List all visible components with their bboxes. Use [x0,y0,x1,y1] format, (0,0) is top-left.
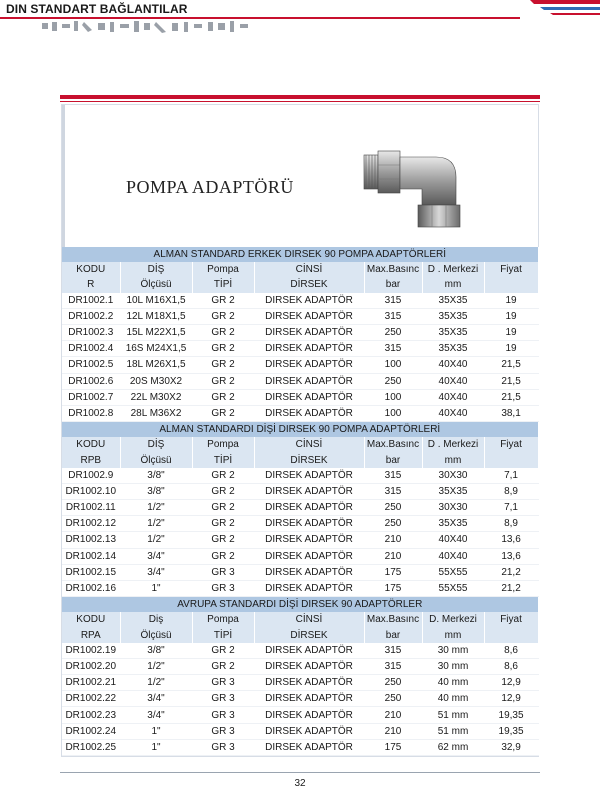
table-row [62,691,538,707]
cell-max-pressure: 210 [364,707,422,723]
cell-pump-type: GR 2 [192,643,254,659]
column-header-type: CİNSİ [254,262,364,277]
column-header-pump-type: Pompa [192,262,254,277]
cell-center-distance: 30X30 [422,468,484,484]
cell-price: 13,6 [484,548,538,564]
cell-pump-type: GR 2 [192,532,254,548]
cell-price: 19 [484,293,538,309]
cell-thread: 3/4" [120,707,192,723]
cell-thread: 1/2" [120,675,192,691]
table-row [62,580,538,596]
table-row [62,548,538,564]
cell-type: DIRSEK ADAPTÖR [254,580,364,596]
section-title: AVRUPA STANDARDI DİŞİ DIRSEK 90 ADAPTÖRLER [62,597,538,613]
table-row [62,293,538,309]
cell-center-distance: 35X35 [422,516,484,532]
column-header-center-distance: mm [422,277,484,292]
cell-thread: 3/4" [120,691,192,707]
spec-table [62,247,539,756]
cell-center-distance: 35X35 [422,483,484,499]
section-title-row [62,247,538,262]
column-header-max-pressure: Max.Basınc [364,262,422,277]
table-row [62,516,538,532]
cell-code: DR1002.19 [62,643,120,659]
table-row [62,707,538,723]
table-row [62,483,538,499]
header-rule [0,17,520,19]
cell-price: 19 [484,324,538,340]
cell-center-distance: 40X40 [422,357,484,373]
cell-thread: 12L M18X1,5 [120,308,192,324]
cell-price: 21,2 [484,580,538,596]
cell-thread: 3/8" [120,643,192,659]
column-header-max-pressure: Max.Basınc [364,437,422,452]
cell-type: DIRSEK ADAPTÖR [254,516,364,532]
cell-price: 21,2 [484,564,538,580]
page-number: 32 [294,778,306,789]
cell-code: DR1002.1 [62,293,120,309]
cell-code: DR1002.14 [62,548,120,564]
header-title: DIN STANDART BAĞLANTILAR [6,2,188,16]
cell-price: 21,5 [484,389,538,405]
cell-pump-type: GR 3 [192,739,254,755]
column-header-row [62,262,538,277]
cell-price: 7,1 [484,500,538,516]
cell-code: DR1002.8 [62,405,120,421]
column-header-price [484,628,538,643]
column-header-thread: Diş [120,612,192,627]
column-header-thread: DİŞ [120,437,192,452]
cell-type: DIRSEK ADAPTÖR [254,483,364,499]
column-header-center-distance: mm [422,628,484,643]
cell-max-pressure: 315 [364,308,422,324]
cell-max-pressure: 100 [364,357,422,373]
cell-price: 8,6 [484,658,538,674]
cell-max-pressure: 210 [364,548,422,564]
cell-center-distance: 40X40 [422,373,484,389]
cell-type: DIRSEK ADAPTÖR [254,324,364,340]
cell-price: 21,5 [484,357,538,373]
cell-price: 19,35 [484,723,538,739]
cell-pump-type: GR 2 [192,468,254,484]
column-header-type: DİRSEK [254,628,364,643]
cell-center-distance: 55X55 [422,564,484,580]
cell-code: DR1002.20 [62,658,120,674]
column-header-pump-type: Pompa [192,612,254,627]
cell-thread: 1/2" [120,532,192,548]
cell-pump-type: GR 2 [192,357,254,373]
cell-price: 21,5 [484,373,538,389]
column-header-row [62,437,538,452]
column-header-pump-type: Pompa [192,437,254,452]
page-header [0,0,600,24]
column-header-center-distance: D . Merkezi [422,437,484,452]
cell-type: DIRSEK ADAPTÖR [254,564,364,580]
cell-type: DIRSEK ADAPTÖR [254,691,364,707]
cell-type: DIRSEK ADAPTÖR [254,405,364,421]
top-rule-thin [60,101,540,102]
cell-type: DIRSEK ADAPTÖR [254,468,364,484]
cell-price: 19 [484,341,538,357]
cell-pump-type: GR 2 [192,341,254,357]
cell-type: DIRSEK ADAPTÖR [254,500,364,516]
cell-pump-type: GR 2 [192,516,254,532]
cell-thread: 1/2" [120,516,192,532]
cell-price: 38,1 [484,405,538,421]
cell-thread: 18L M26X1,5 [120,357,192,373]
column-header-thread: DİŞ [120,262,192,277]
cell-code: DR1002.2 [62,308,120,324]
top-rule [60,95,540,99]
column-header-thread: Ölçüsü [120,628,192,643]
cell-thread: 1/2" [120,658,192,674]
cell-price: 8,6 [484,643,538,659]
cell-pump-type: GR 2 [192,500,254,516]
column-header-pump-type: TİPİ [192,452,254,467]
cell-type: DIRSEK ADAPTÖR [254,308,364,324]
cell-price: 19,35 [484,707,538,723]
cell-max-pressure: 210 [364,723,422,739]
column-header-row [62,612,538,627]
cell-center-distance: 40X40 [422,389,484,405]
cell-max-pressure: 100 [364,405,422,421]
column-header-center-distance: mm [422,452,484,467]
cell-pump-type: GR 3 [192,707,254,723]
footer-rule [60,772,540,773]
cell-max-pressure: 250 [364,500,422,516]
cell-pump-type: GR 3 [192,723,254,739]
table-row [62,373,538,389]
page-footer [0,764,600,800]
cell-code: DR1002.10 [62,483,120,499]
cell-pump-type: GR 2 [192,389,254,405]
fittings-strip-decoration [40,20,260,34]
cell-center-distance: 51 mm [422,723,484,739]
cell-type: DIRSEK ADAPTÖR [254,532,364,548]
cell-max-pressure: 175 [364,739,422,755]
column-header-pump-type: TİPİ [192,277,254,292]
cell-price: 19 [484,308,538,324]
table-row [62,308,538,324]
cell-max-pressure: 250 [364,373,422,389]
section-title-row [62,422,538,438]
cell-code: DR1002.5 [62,357,120,373]
table-row [62,357,538,373]
cell-max-pressure: 210 [364,532,422,548]
column-header-code: RPB [62,452,120,467]
table-row [62,324,538,340]
section-title: ALMAN STANDARD ERKEK DIRSEK 90 POMPA ADAPTÖRLERİ [62,247,538,262]
cell-center-distance: 62 mm [422,739,484,755]
column-header-code: KODU [62,437,120,452]
column-header-center-distance: D. Merkezi [422,612,484,627]
column-header-center-distance: D . Merkezi [422,262,484,277]
cell-center-distance: 40 mm [422,675,484,691]
cell-type: DIRSEK ADAPTÖR [254,707,364,723]
column-header-type: CİNSİ [254,612,364,627]
column-header-max-pressure: Max.Basınc [364,612,422,627]
cell-pump-type: GR 2 [192,293,254,309]
column-header-max-pressure: bar [364,277,422,292]
column-header-price [484,277,538,292]
cell-center-distance: 51 mm [422,707,484,723]
cell-price: 8,9 [484,516,538,532]
cell-thread: 28L M36X2 [120,405,192,421]
cell-center-distance: 35X35 [422,341,484,357]
cell-type: DIRSEK ADAPTÖR [254,739,364,755]
cell-max-pressure: 175 [364,564,422,580]
cell-code: DR1002.3 [62,324,120,340]
cell-pump-type: GR 2 [192,308,254,324]
cell-type: DIRSEK ADAPTÖR [254,341,364,357]
section-title: ALMAN STANDARDI DİŞİ DIRSEK 90 POMPA ADAPTÖRLERİ [62,422,538,438]
cell-code: DR1002.22 [62,691,120,707]
cell-max-pressure: 100 [364,389,422,405]
cell-type: DIRSEK ADAPTÖR [254,643,364,659]
cell-code: DR1002.16 [62,580,120,596]
cell-price: 13,6 [484,532,538,548]
cell-thread: 1/2" [120,500,192,516]
cell-thread: 3/4" [120,548,192,564]
cell-center-distance: 35X35 [422,293,484,309]
cell-code: DR1002.24 [62,723,120,739]
spec-table-body [62,247,538,756]
table-row [62,658,538,674]
column-header-type: DİRSEK [254,452,364,467]
column-header-row [62,628,538,643]
cell-price: 32,9 [484,739,538,755]
cell-thread: 1" [120,580,192,596]
cell-pump-type: GR 2 [192,548,254,564]
cell-center-distance: 40X40 [422,405,484,421]
table-row [62,564,538,580]
section-title-row [62,597,538,613]
cell-type: DIRSEK ADAPTÖR [254,723,364,739]
product-panel [61,104,539,757]
cell-max-pressure: 315 [364,483,422,499]
cell-center-distance: 35X35 [422,324,484,340]
cell-center-distance: 35X35 [422,308,484,324]
cell-center-distance: 55X55 [422,580,484,596]
cell-center-distance: 40X40 [422,548,484,564]
column-header-max-pressure: bar [364,452,422,467]
cell-type: DIRSEK ADAPTÖR [254,658,364,674]
table-row [62,468,538,484]
table-row [62,405,538,421]
cell-pump-type: GR 3 [192,691,254,707]
cell-type: DIRSEK ADAPTÖR [254,389,364,405]
cell-pump-type: GR 3 [192,564,254,580]
cell-pump-type: GR 3 [192,675,254,691]
header-stripes-decoration [520,0,600,20]
cell-price: 12,9 [484,675,538,691]
cell-pump-type: GR 2 [192,324,254,340]
column-header-code: R [62,277,120,292]
cell-type: DIRSEK ADAPTÖR [254,373,364,389]
cell-code: DR1002.4 [62,341,120,357]
cell-thread: 16S M24X1,5 [120,341,192,357]
column-header-price: Fiyat [484,437,538,452]
cell-max-pressure: 315 [364,341,422,357]
cell-thread: 3/8" [120,468,192,484]
elbow-adapter-image [358,147,470,233]
table-row [62,723,538,739]
cell-max-pressure: 250 [364,516,422,532]
cell-max-pressure: 250 [364,324,422,340]
cell-price: 7,1 [484,468,538,484]
column-header-pump-type: TİPİ [192,628,254,643]
cell-thread: 3/8" [120,483,192,499]
column-header-price: Fiyat [484,262,538,277]
cell-center-distance: 30 mm [422,643,484,659]
cell-max-pressure: 315 [364,293,422,309]
table-row [62,532,538,548]
cell-thread: 15L M22X1,5 [120,324,192,340]
cell-code: DR1002.21 [62,675,120,691]
cell-pump-type: GR 3 [192,580,254,596]
cell-thread: 10L M16X1,5 [120,293,192,309]
cell-code: DR1002.15 [62,564,120,580]
cell-type: DIRSEK ADAPTÖR [254,293,364,309]
column-header-code: RPA [62,628,120,643]
cell-thread: 1" [120,739,192,755]
cell-thread: 3/4" [120,564,192,580]
column-header-code: KODU [62,612,120,627]
column-header-type: CİNSİ [254,437,364,452]
cell-thread: 1" [120,723,192,739]
cell-code: DR1002.7 [62,389,120,405]
column-header-code: KODU [62,262,120,277]
column-header-price: Fiyat [484,612,538,627]
cell-max-pressure: 315 [364,658,422,674]
cell-type: DIRSEK ADAPTÖR [254,675,364,691]
table-row [62,341,538,357]
table-row [62,389,538,405]
cell-pump-type: GR 2 [192,405,254,421]
cell-center-distance: 30 mm [422,658,484,674]
cell-code: DR1002.9 [62,468,120,484]
cell-max-pressure: 250 [364,691,422,707]
column-header-max-pressure: bar [364,628,422,643]
column-header-type: DİRSEK [254,277,364,292]
cell-code: DR1002.11 [62,500,120,516]
table-row [62,500,538,516]
column-header-price [484,452,538,467]
cell-price: 12,9 [484,691,538,707]
column-header-thread: Ölçüsü [120,277,192,292]
cell-type: DIRSEK ADAPTÖR [254,357,364,373]
cell-thread: 20S M30X2 [120,373,192,389]
table-row [62,643,538,659]
table-row [62,675,538,691]
cell-max-pressure: 250 [364,675,422,691]
cell-type: DIRSEK ADAPTÖR [254,548,364,564]
cell-center-distance: 40 mm [422,691,484,707]
cell-pump-type: GR 2 [192,373,254,389]
product-title: POMPA ADAPTÖRÜ [126,177,294,197]
cell-pump-type: GR 2 [192,658,254,674]
cell-code: DR1002.23 [62,707,120,723]
cell-max-pressure: 315 [364,643,422,659]
cell-max-pressure: 175 [364,580,422,596]
cell-code: DR1002.6 [62,373,120,389]
cell-code: DR1002.13 [62,532,120,548]
cell-price: 8,9 [484,483,538,499]
cell-center-distance: 30X30 [422,500,484,516]
cell-thread: 22L M30X2 [120,389,192,405]
column-header-row [62,452,538,467]
cell-code: DR1002.25 [62,739,120,755]
cell-pump-type: GR 2 [192,483,254,499]
cell-max-pressure: 315 [364,468,422,484]
cell-center-distance: 40X40 [422,532,484,548]
column-header-thread: Ölçüsü [120,452,192,467]
column-header-row [62,277,538,292]
table-row [62,739,538,755]
cell-code: DR1002.12 [62,516,120,532]
